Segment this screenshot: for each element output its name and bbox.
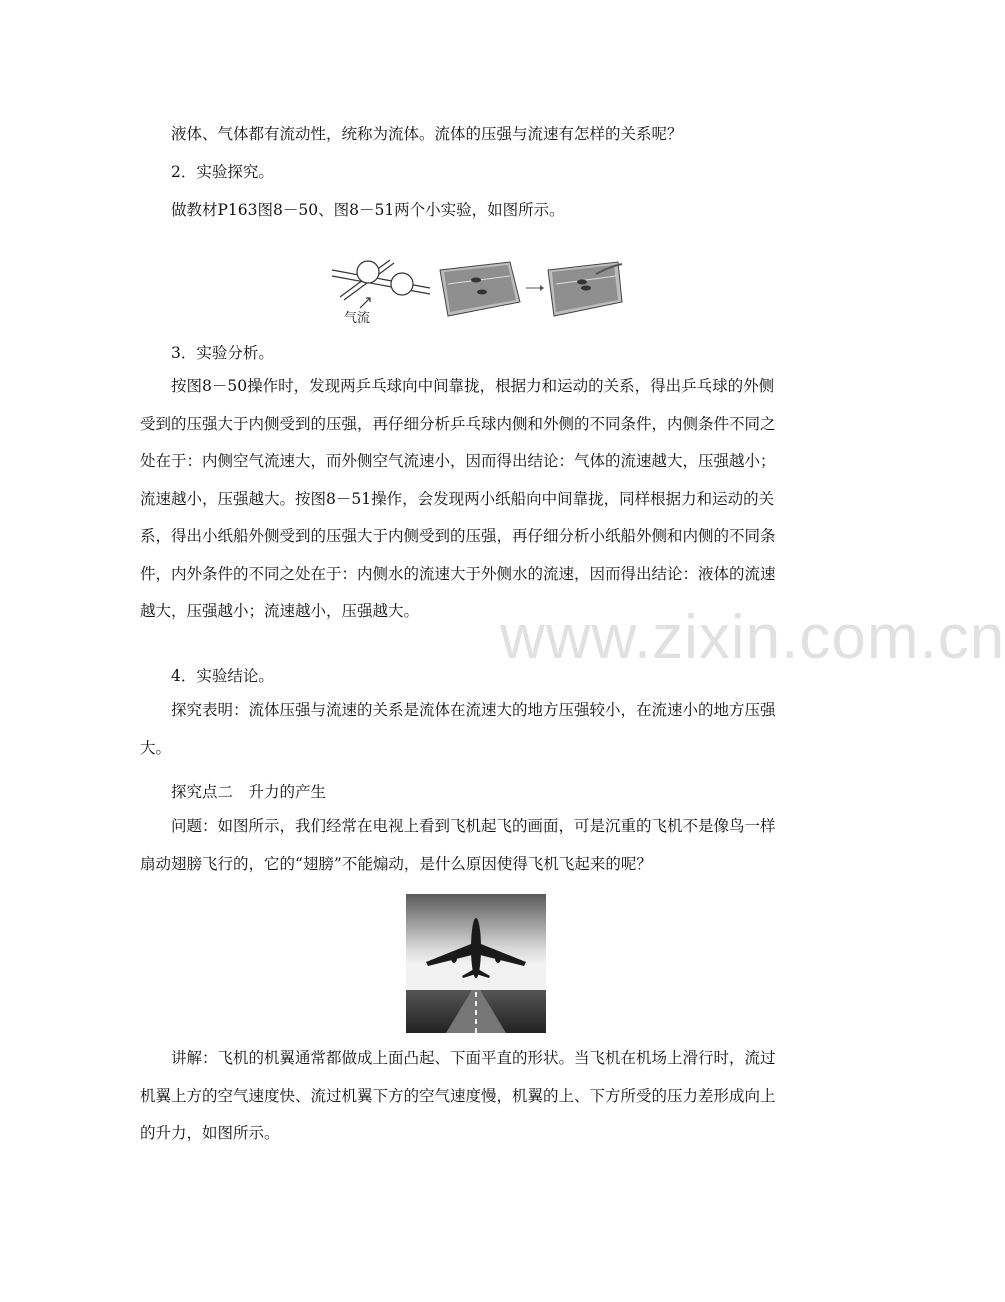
airflow-label: 气流	[344, 311, 371, 326]
water-tray-before	[440, 262, 520, 316]
watermark: www.zixin.com.cn	[500, 603, 1005, 672]
experiment-figure	[330, 252, 622, 328]
analysis-paragraph: 按图8－50操作时，发现两乒乓球向中间靠拢，根据力和运动的关系，得出乒乓球的外侧受到的压强大于内侧受到的压强，再仔细分析乒乓球内侧和外侧的不同条件，内侧条件不同之处在于：内侧空气流速大，而外侧空气流速小，因而得出结论：气体的流速越大，压强越小；流速越小，压强越大。按图8－51操作，会发现两小纸船向中间靠拢，同样根据力和运动的关系，得出小纸船外侧受到的压强大于内侧受到的压强，再仔细分析小纸船外侧和内侧的不同条件，内外条件的不同之处在于：内侧水的流速大于外侧水的流速，因而得出结论：液体的流速越大，压强越小；流速越小，压强越大。	[140, 377, 776, 620]
step2-heading: 2．实验探究。	[171, 163, 274, 181]
water-tray-after	[548, 262, 622, 316]
step2-text: 做教材P163图8－50、图8－51两个小实验，如图所示。	[171, 201, 565, 219]
step3-heading: 3．实验分析。	[171, 344, 274, 362]
ping-pong-apparatus	[332, 260, 430, 308]
explanation-paragraph: 讲解：飞机的机翼通常都做成上面凸起、下面平直的形状。当飞机在机场上滑行时，流过机翼上方的空气速度快、流过机翼下方的空气速度慢，机翼的上、下方所受的压力差形成向上的升力，如图所示。	[140, 1049, 776, 1142]
intro-paragraph: 液体、气体都有流动性，统称为流体。流体的压强与流速有怎样的关系呢？	[171, 125, 683, 143]
step4-heading: 4．实验结论。	[171, 667, 274, 685]
section2-heading: 探究点二 升力的产生	[171, 783, 327, 801]
conclusion-paragraph: 探究表明：流体压强与流速的关系是流体在流速大的地方压强较小，在流速小的地方压强大。	[140, 701, 776, 757]
question-paragraph: 问题：如图所示，我们经常在电视上看到飞机起飞的画面，可是沉重的飞机不是像鸟一样扇动翅膀飞行的，它的“翅膀”不能煽动，是什么原因使得飞机飞起来的呢？	[140, 817, 776, 873]
airplane-takeoff-photo	[406, 894, 546, 1033]
